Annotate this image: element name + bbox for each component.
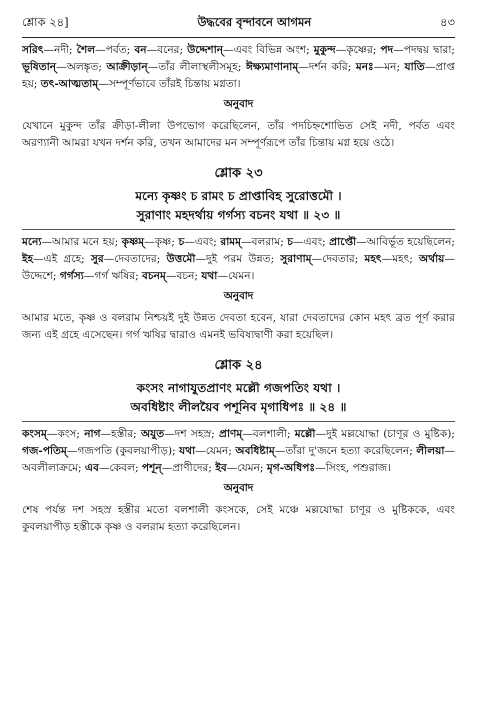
synonym-meaning: —তাঁরা দু'জনে হত্যা করেছিলেন; — [274, 445, 417, 458]
synonym-word: কৃষ্ণম্ — [121, 236, 145, 249]
synonym-meaning: —কেবল; — [98, 462, 142, 475]
synonym-word: মন্যে — [22, 236, 42, 249]
verse-24-line-2: অবধিষ্টাং লীলয়ৈব পশূনিব মৃগাধিপঃ ॥ ২৪ ॥ — [130, 400, 347, 415]
synonym-meaning: —দেবতাদের; — [103, 253, 167, 266]
synonym-word: লীলয়া — [416, 445, 445, 458]
verse-23-title: শ্লোক ২৩ — [214, 166, 263, 182]
synonym-meaning: —অলঙ্কৃত; — [56, 61, 107, 74]
translation-24: শেষ পর্যন্ত দশ সহস্র হস্তীর মতো বলশালী কংসকে, সেই মঞ্চে মল্লযোদ্ধা চাণূর ও মুষ্টিককে, এবং কুবলয়াপীড় হস্তীকে কৃষ্ণ ও বলরাম হত্যা করেছিলেন। — [22, 503, 455, 533]
synonym-word: পশূন্ — [141, 462, 162, 475]
synonym-meaning: —হস্তীর; — [100, 428, 141, 441]
synonym-word: উত্তমৌ — [166, 253, 196, 266]
synonym-meaning: —পর্বত; — [95, 44, 135, 56]
synonym-meaning: —দেবতার; — [311, 253, 365, 266]
synonym-word: মহৎ — [364, 253, 382, 266]
synonym-word: পদ — [380, 44, 394, 56]
synonym-meaning: —দুই পরম উন্নত; — [195, 253, 281, 266]
synonym-meaning: —অবলীলাক্রমে; — [22, 445, 455, 475]
synonym-word: মল্লৌ — [294, 428, 316, 441]
verse-24-line-1: কংসং নাগাযুতপ্রাণং মল্লৌ গজপতিং যথা । — [136, 381, 341, 396]
verse-23-synonyms — [22, 234, 455, 286]
synonym-meaning: —এই গ্রহে; — [33, 253, 91, 266]
synonym-word: কংসম্ — [22, 428, 47, 441]
synonym-meaning: —কৃষ্ণ; — [144, 236, 179, 249]
synonym-word: চ — [287, 236, 294, 249]
synonym-meaning: —কৃষ্ণের; — [335, 44, 381, 56]
synonym-word: মৃগ-অধিপঃ — [266, 462, 316, 475]
verse-23-line-1: মন্যে কৃষ্ণং চ রামং চ প্রাপ্তাবিহ সুরোত্তমৌ । — [135, 189, 342, 204]
synonym-meaning: —দর্শন করি; — [298, 61, 356, 74]
synonym-word: বচনম্ — [142, 270, 166, 283]
header-verse-ref: শ্লোক ২৪] — [22, 15, 69, 29]
synonym-word: অযুত — [140, 428, 165, 441]
synonym-meaning: —তাঁর লীলাস্থলীসমূহ; — [147, 61, 246, 74]
synonym-meaning: —গর্গ ঋষির; — [83, 270, 143, 283]
synonym-word: যথা — [201, 270, 218, 283]
translation-label: অনুবাদ — [223, 289, 254, 302]
synonym-meaning: —এবং; — [293, 236, 330, 249]
synonym-meaning: —যেমন। — [217, 270, 255, 283]
synonym-word: নাগ — [84, 428, 101, 441]
synonym-meaning: —দুই মল্লযোদ্ধা (চাণূর ও মুষ্টিক); — [315, 428, 455, 441]
running-header — [22, 14, 455, 38]
synonym-word: সুর — [90, 253, 104, 266]
divider — [22, 229, 455, 230]
synonym-word: উদ্দেশান্ — [187, 44, 224, 56]
verse-23-line-2: সুরাণাং মহদর্থায় গর্গস্য বচনং যথা ॥ ২৩ ॥ — [136, 208, 341, 223]
synonym-meaning: —দশ সহস্র; — [164, 428, 220, 441]
synonym-word: অর্থায় — [419, 253, 445, 266]
page-number: ৪৩ — [440, 15, 455, 29]
synonym-meaning: —প্রাণীদের; — [161, 462, 216, 475]
synonym-word: ইব — [215, 462, 227, 475]
synonym-meaning: —কংস; — [46, 428, 85, 441]
synonym-word: চ — [178, 236, 185, 249]
synonym-meaning: —সিংহ, পশুরাজ। — [315, 462, 392, 475]
translation-label: অনুবাদ — [223, 481, 254, 494]
synonym-meaning: —নদী; — [43, 44, 77, 56]
synonym-meaning: —বলশালী; — [242, 428, 295, 441]
synonym-word: এব — [84, 462, 99, 475]
synonym-word: শৈল — [76, 44, 96, 56]
synonym-word: ভূষিতান্ — [22, 61, 57, 74]
verse-24-synonyms — [22, 426, 455, 478]
translation-label: অনুবাদ — [223, 97, 254, 110]
synonym-meaning: —বলরাম; — [241, 236, 288, 249]
synonym-meaning: —মন; — [373, 61, 405, 74]
synonym-word: যাতি — [404, 61, 425, 74]
synonym-word: সুরাণাম্ — [280, 253, 312, 266]
synonym-meaning: —বচন; — [165, 270, 202, 283]
top-synonyms — [22, 42, 455, 94]
synonym-meaning: —সম্পূর্ণভাবে তাঁরই চিন্তায় মগ্নতা। — [98, 78, 241, 91]
synonym-meaning: —এবং; — [184, 236, 221, 249]
divider — [22, 421, 455, 422]
synonym-meaning: —বনের; — [146, 44, 188, 56]
synonym-word: যথা — [179, 445, 196, 458]
synonym-meaning: —মহৎ; — [381, 253, 420, 266]
synonym-word: আক্রীড়ান্ — [106, 61, 148, 74]
synonym-word: রামম্ — [220, 236, 242, 249]
synonym-word: অবধিষ্টাম্ — [235, 445, 275, 458]
verse-24-title: শ্লোক ২৪ — [214, 358, 263, 374]
synonym-meaning: —যেমন; — [226, 462, 267, 475]
synonym-word: বন — [134, 44, 147, 56]
header-chapter-title: উদ্ধবের বৃন্দাবনে আগমন — [197, 15, 312, 29]
synonym-word: তৎ-আত্মতাম্ — [40, 78, 99, 91]
synonym-meaning: —গজপতি (কুবলয়াপীড়); — [66, 445, 180, 458]
synonym-meaning: —এবং বিভিন্ন অংশ; — [223, 44, 314, 56]
synonym-meaning: —আবির্ভূত হয়েছিলেন; — [356, 236, 455, 249]
synonym-word: মুকুন্দ — [313, 44, 336, 56]
synonym-word: প্রাপ্তৌ — [329, 236, 357, 249]
synonym-word: ইহ — [22, 253, 34, 266]
synonym-word: প্রাণম্ — [219, 428, 243, 441]
translation-23: আমার মতে, কৃষ্ণ ও বলরাম নিশ্চয়ই দুই উন্নত দেবতা হবেন, যারা দেবতাদের কোন মহৎ ব্রত পূর্ণ করার জন্য এই গ্রহে এসেছেন। গর্গ ঋষির দ্বারাও এমনই ভবিষ্যদ্বাণী করা হয়েছিল। — [22, 311, 455, 341]
synonym-word: ঈক্ষ্যমাণানাম্ — [245, 61, 299, 74]
synonym-word: গজ-পতিম্ — [22, 445, 67, 458]
translation-22: যেখানে মুকুন্দ তাঁর ক্রীড়া-লীলা উপভোগ করেছিলেন, তাঁর পদচিহ্নশোভিত সেই নদী, পর্বত এবং অরণ্যানী আমরা যখন দর্শন করি, তখন আমাদের মন সম্পূর্ণরূপে তাঁর চিন্তায় মগ্ন হয়ে ওঠে। — [22, 119, 455, 149]
synonym-meaning: —প্রাপ্ত হয়; — [22, 61, 455, 91]
synonym-word: গর্গস্য — [59, 270, 84, 283]
synonym-word: সরিৎ — [22, 44, 44, 56]
synonym-meaning: —আমার মনে হয়; — [41, 236, 122, 249]
synonym-word: মনঃ — [355, 61, 374, 74]
synonym-meaning: —পদদ্বয় দ্বারা; — [393, 44, 456, 56]
synonym-meaning: —উদ্দেশে; — [22, 253, 455, 283]
synonym-meaning: —যেমন; — [195, 445, 236, 458]
